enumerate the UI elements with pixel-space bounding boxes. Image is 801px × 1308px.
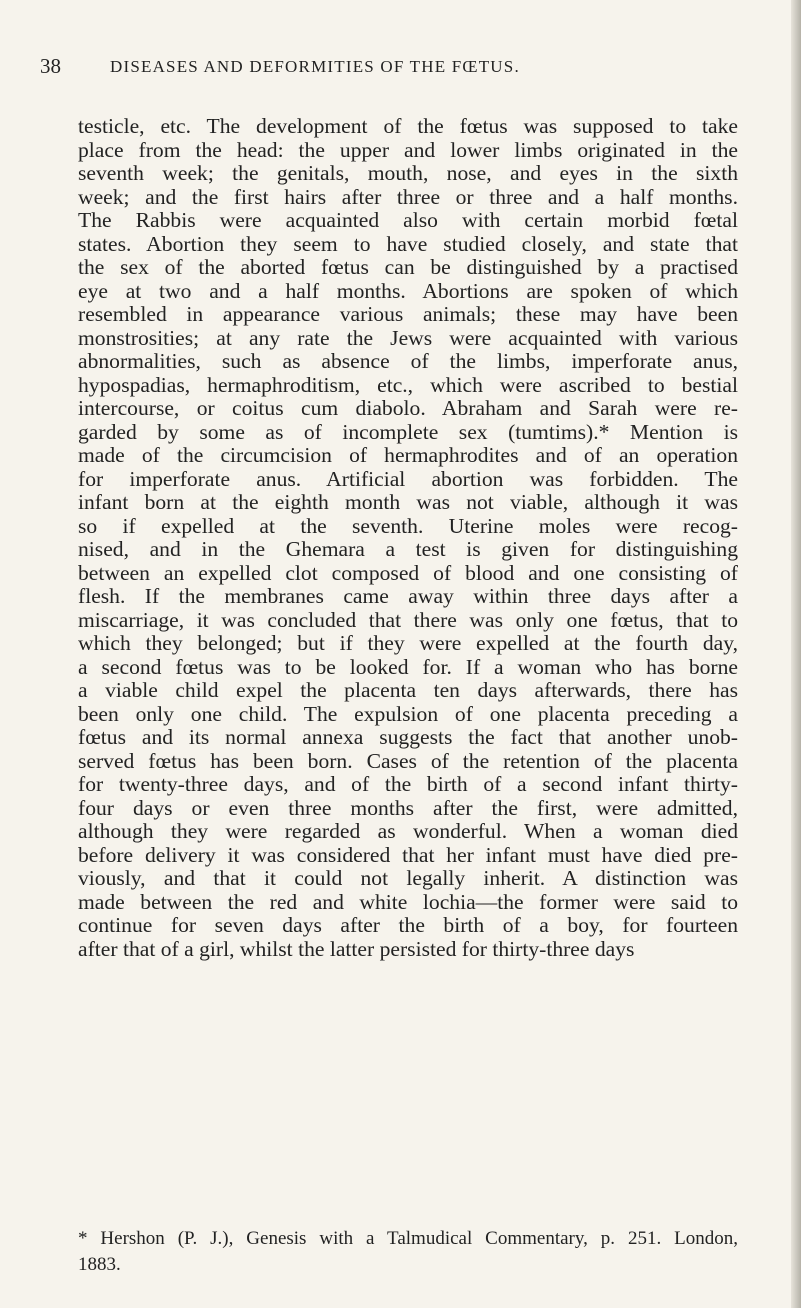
text-line: hypospadias, hermaphroditism, etc., which were ascribed to bestial	[78, 372, 738, 397]
text-line: a second fœtus was to be looked for. If a woman who has borne	[78, 654, 738, 679]
text-line: intercourse, or coitus cum diabolo. Abraham and Sarah were re-	[78, 396, 738, 420]
text-line: monstrosities; at any rate the Jews were acquainted with various	[78, 325, 738, 350]
text-line: The Rabbis were acquainted also with certain morbid fœtal	[78, 208, 738, 232]
text-line: abnormalities, such as absence of the limbs, imperforate anus,	[78, 349, 738, 373]
page-edge	[791, 0, 801, 1308]
text-line: miscarriage, it was concluded that there was only one fœtus, that to	[78, 607, 738, 632]
text-line: eye at two and a half months. Abortions are spoken of which	[78, 278, 738, 303]
text-line: after that of a girl, whilst the latter persisted for thirty-three days	[78, 936, 635, 961]
page-number: 38	[40, 54, 61, 78]
text-line: states. Abortion they seem to have studied closely, and state that	[78, 231, 738, 256]
text-line: fœtus and its normal annexa suggests the fact that another unob-	[78, 725, 738, 749]
text-line: nised, and in the Ghemara a test is given for distinguishing	[78, 537, 738, 561]
text-line: made of the circumcision of hermaphrodites and of an operation	[78, 443, 738, 467]
text-line: viously, and that it could not legally inherit. A distinction was	[78, 866, 738, 890]
text-line: made between the red and white lochia—the former were said to	[78, 889, 738, 914]
text-line: infant born at the eighth month was not viable, although it was	[78, 490, 738, 514]
text-line: resembled in appearance various animals; these may have been	[78, 302, 738, 326]
text-line: a viable child expel the placenta ten days afterwards, there has	[78, 678, 738, 702]
text-line: which they belonged; but if they were expelled at the fourth day,	[78, 631, 738, 655]
body-text	[78, 115, 738, 961]
text-line: seventh week; the genitals, mouth, nose, and eyes in the sixth	[78, 161, 738, 185]
text-line: before delivery it was considered that her infant must have died pre-	[78, 842, 738, 867]
text-line: four days or even three months after the first, were admitted,	[78, 795, 738, 820]
text-line: although they were regarded as wonderful. When a woman died	[78, 819, 738, 843]
footnote-line: 1883.	[78, 1254, 121, 1275]
running-head: DISEASES AND DEFORMITIES OF THE FŒTUS.	[110, 57, 520, 76]
page-header	[40, 54, 740, 84]
text-line: week; and the first hairs after three or three and a half months.	[78, 184, 738, 209]
text-line: for imperforate anus. Artificial abortion was forbidden. The	[78, 466, 738, 491]
text-line: served fœtus has been born. Cases of the retention of the placenta	[78, 748, 738, 773]
text-line: garded by some as of incomplete sex (tumtims).* Mention is	[78, 419, 738, 444]
text-line: place from the head: the upper and lower limbs originated in the	[78, 137, 738, 162]
text-line: for twenty-three days, and of the birth of a second infant thirty-	[78, 772, 738, 796]
text-line: so if expelled at the seventh. Uterine moles were recog-	[78, 513, 738, 538]
text-line: testicle, etc. The development of the fœtus was supposed to take	[78, 114, 738, 138]
footnote-line: * Hershon (P. J.), Genesis with a Talmudical Commentary, p. 251. London,	[78, 1228, 738, 1249]
text-line: the sex of the aborted fœtus can be distinguished by a practised	[78, 255, 738, 279]
text-line: flesh. If the membranes came away within three days after a	[78, 584, 738, 608]
text-line: between an expelled clot composed of blood and one consisting of	[78, 560, 738, 585]
text-line: been only one child. The expulsion of one placenta preceding a	[78, 701, 738, 726]
text-line: continue for seven days after the birth of a boy, for fourteen	[78, 913, 738, 937]
footnote	[78, 1226, 738, 1278]
